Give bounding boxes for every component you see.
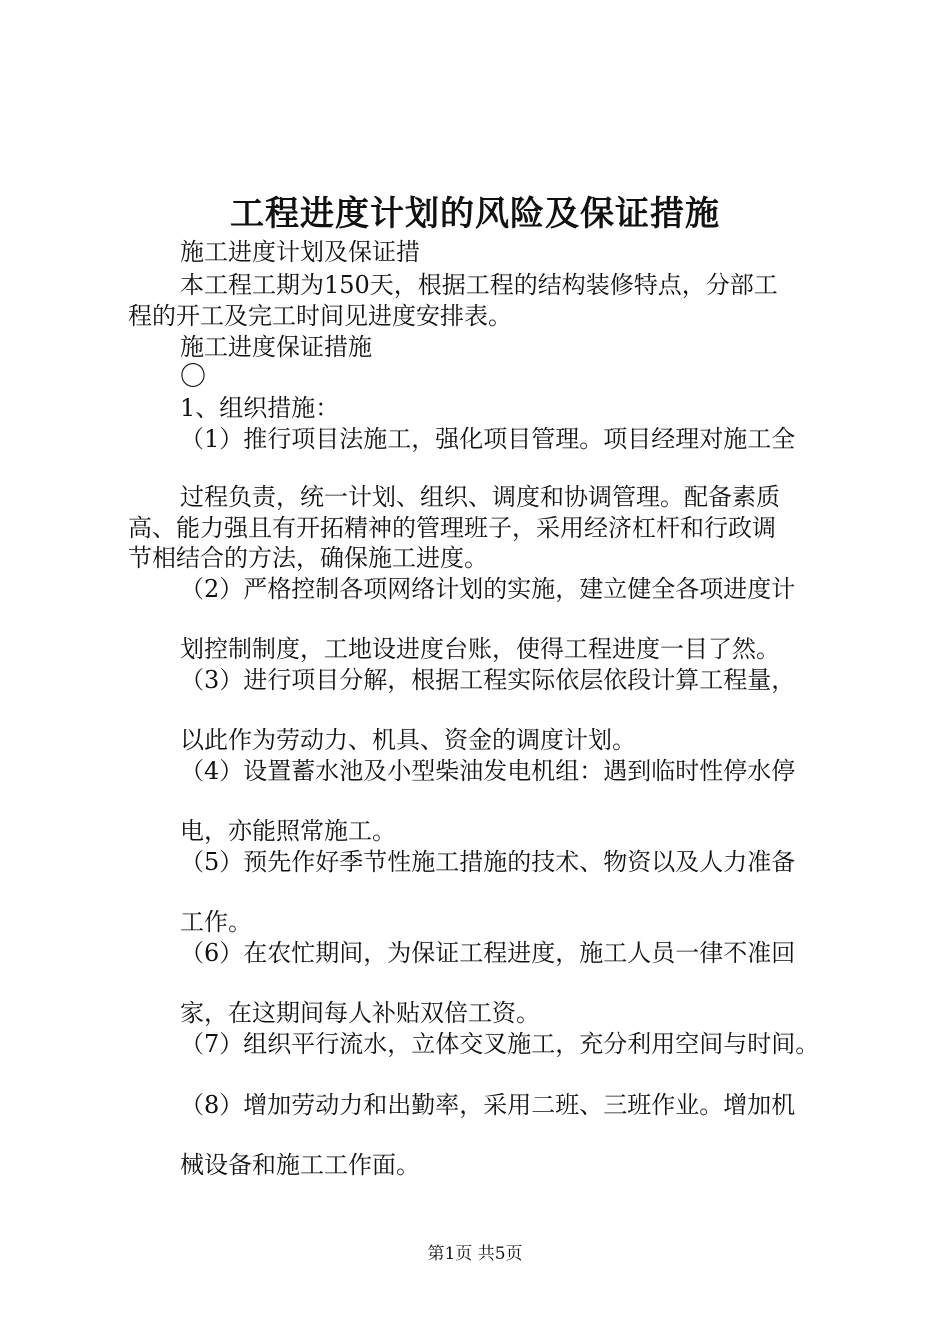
- text-line: （5）预先作好季节性施工措施的技术、物资以及人力准备: [180, 848, 796, 876]
- text-line: 程的开工及完工时间见进度安排表。: [128, 302, 512, 330]
- text-line: 家，在这期间每人补贴双倍工资。: [180, 999, 540, 1027]
- text-line: （7）组织平行流水，立体交叉施工，充分利用空间与时间。: [180, 1030, 820, 1058]
- text-line: 节相结合的方法，确保施工进度。: [128, 544, 488, 572]
- text-line: 过程负责，统一计划、组织、调度和协调管理。配备素质: [180, 483, 780, 511]
- text-line: 电，亦能照常施工。: [180, 817, 396, 845]
- section-heading: 1、组织措施：: [180, 394, 340, 422]
- text-line: （4）设置蓄水池及小型柴油发电机组：遇到临时性停水停: [180, 757, 796, 785]
- text-line: 械设备和施工工作面。: [180, 1151, 420, 1179]
- text-line: 工作。: [180, 908, 252, 936]
- text-line: 划控制制度，工地设进度台账，使得工程进度一目了然。: [180, 635, 780, 663]
- text-line: （3）进行项目分解，根据工程实际依层依段计算工程量，: [180, 666, 796, 694]
- text-line: 施工进度计划及保证措: [180, 238, 420, 266]
- text-line: （1）推行项目法施工，强化项目管理。项目经理对施工全: [180, 425, 796, 453]
- text-line: （8）增加劳动力和出勤率，采用二班、三班作业。增加机: [180, 1091, 796, 1119]
- text-line: 本工程工期为150天，根据工程的结构装修特点，分部工: [180, 271, 778, 299]
- text-line: 以此作为劳动力、机具、资金的调度计划。: [180, 726, 636, 754]
- text-line: 高、能力强且有开拓精神的管理班子，采用经济杠杆和行政调: [128, 514, 776, 542]
- document-title: 工程进度计划的风险及保证措施: [230, 194, 720, 234]
- text-line: （6）在农忙期间，为保证工程进度，施工人员一律不准回: [180, 939, 796, 967]
- circle-symbol: 〇: [180, 362, 207, 392]
- page-footer: 第1页 共5页: [427, 1244, 523, 1264]
- text-line: 施工进度保证措施: [180, 333, 372, 361]
- text-line: （2）严格控制各项网络计划的实施，建立健全各项进度计: [180, 575, 796, 603]
